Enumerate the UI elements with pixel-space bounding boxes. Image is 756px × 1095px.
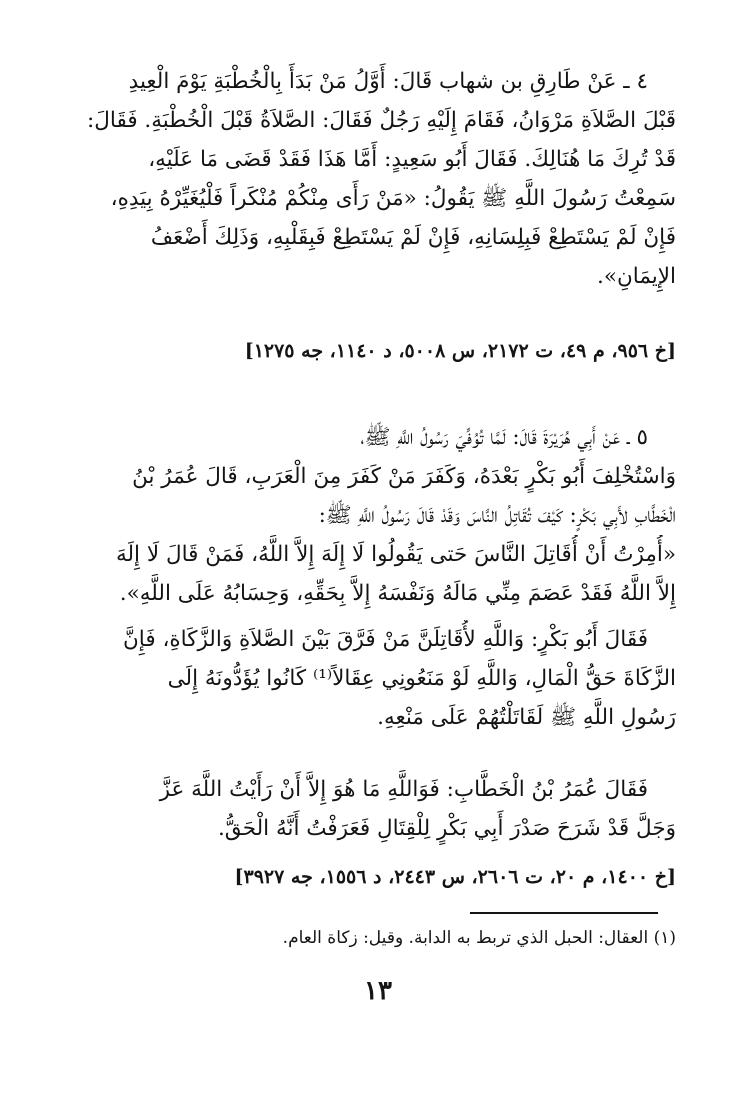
hadith-4-reference: [خ ٩٥٦، م ٤٩، ت ٢١٧٢، س ٥٠٠٨، د ١١٤٠، جه ١٢٧٥] (244, 340, 676, 362)
text-line: إِلاَّ اللَّهُ فَقَدْ عَصَمَ مِنِّي مَالَهُ وَنَفْسَهُ إِلاَّ بِحَقِّهِ، وَحِسَابُهُ عَلَى اللَّهِ». (119, 581, 676, 606)
text-line: ٤ ـ عَنْ طَارِقِ بن شهاب قَالَ: أَوَّلُ مَنْ بَدَأَ بِالْخُطْبَةِ يَوْمَ الْعِيدِ (128, 69, 648, 94)
text-line: فَقَالَ عُمَرُ بْنُ الْخَطَّابِ: فَوَاللَّهِ مَا هُوَ إِلاَّ أَنْ رَأَيْتُ اللَّهَ عَزَّ (159, 777, 648, 802)
text-line: وَاسْتُخْلِفَ أَبُو بَكْرٍ بَعْدَهُ، وَكَفَرَ مَنْ كَفَرَ مِنَ الْعَرَبِ، قَالَ عُمَرُ بْنُ (132, 464, 676, 489)
text-line: سَمِعْتُ رَسُولَ اللَّهِ ﷺ يَقُولُ: «مَنْ رَأَى مِنْكُمْ مُنْكَراً فَلْيُغَيِّرْهُ بِيَدِهِ، (110, 186, 676, 211)
text-line: فَإِنْ لَمْ يَسْتَطِعْ فَبِلِسَانِهِ، فَإِنْ لَمْ يَسْتَطِعْ فَبِقَلْبِهِ، وَذَلِكَ أَضْعَفُ (150, 225, 676, 250)
footnote: (١) العقال: الحبل الذي تربط به الدابة. وقيل: زكاة العام. (282, 928, 676, 948)
footnote-divider (470, 912, 658, 914)
page-number: ١٣ (364, 976, 392, 1006)
hadith-5-text (80, 418, 676, 613)
text-line: الإِيمَانِ». (597, 264, 676, 289)
hadith-5-reference: [خ ١٤٠٠، م ٢٠، ت ٢٦٠٦، س ٢٤٤٣، د ١٥٥٦، جه ٣٩٢٧] (234, 866, 676, 888)
text-line: قَدْ تُرِكَ مَا هُنَالِكَ. فَقَالَ أَبُو سَعِيدٍ: أَمَّا هَذَا فَقَدْ قَضَى مَا عَلَيْهِ، (148, 147, 676, 172)
text-line: وَجَلَّ قَدْ شَرَحَ صَدْرَ أَبِي بَكْرٍ لِلْقِتَالِ فَعَرَفْتُ أَنَّهُ الْحَقُّ. (217, 816, 676, 841)
text-line: «أُمِرْتُ أَنْ أُقَاتِلَ النَّاسَ حَتى يَقُولُوا لَا إِلَهَ إِلاَّ اللَّهُ، فَمَنْ قَالَ لَا إِلَهَ (115, 542, 676, 567)
hadith-5-paragraph-3 (80, 770, 676, 848)
hadith-5-paragraph-2 (80, 620, 676, 737)
text-line: قَبْلَ الصَّلاَةِ مَرْوَانُ، فَقَامَ إِلَيْهِ رَجُلٌ فَقَالَ: الصَّلاَةُ قَبْلَ الْخُطْبَةِ. فَقَالَ: (87, 108, 676, 133)
text-line: فَقَالَ أَبُو بَكْرٍ: وَاللَّهِ لأُقَاتِلَنَّ مَنْ فَرَّقَ بَيْنَ الصَّلاَةِ وَالزَّكَاةِ، فَإِنَّ (123, 627, 648, 652)
text-line: الزَّكَاةَ حَقُّ الْمَالِ، وَاللَّهِ لَوْ مَنَعُونِي عِقَالاً⁽¹⁾ كَانُوا يُؤَدُّونَهُ إِلَى (167, 666, 676, 691)
text-line: رَسُولِ اللَّهِ ﷺ لَقَاتَلْتُهُمْ عَلَى مَنْعِهِ. (377, 705, 676, 730)
hadith-4-text (80, 62, 676, 296)
text-line: الْخَطَّابِ لأَبِي بَكْرٍ: كَيْفَ تُقَاتِلُ النَّاسَ وَقَدْ قَالَ رَسُولُ اللَّهِ ﷺ: (318, 503, 676, 528)
text-line: ٥ ـ عَنْ أَبِي هُرَيْرَةَ قَالَ: لَمَّا تُوُفِّيَ رَسُولُ اللَّهِ ﷺ، (360, 425, 648, 450)
